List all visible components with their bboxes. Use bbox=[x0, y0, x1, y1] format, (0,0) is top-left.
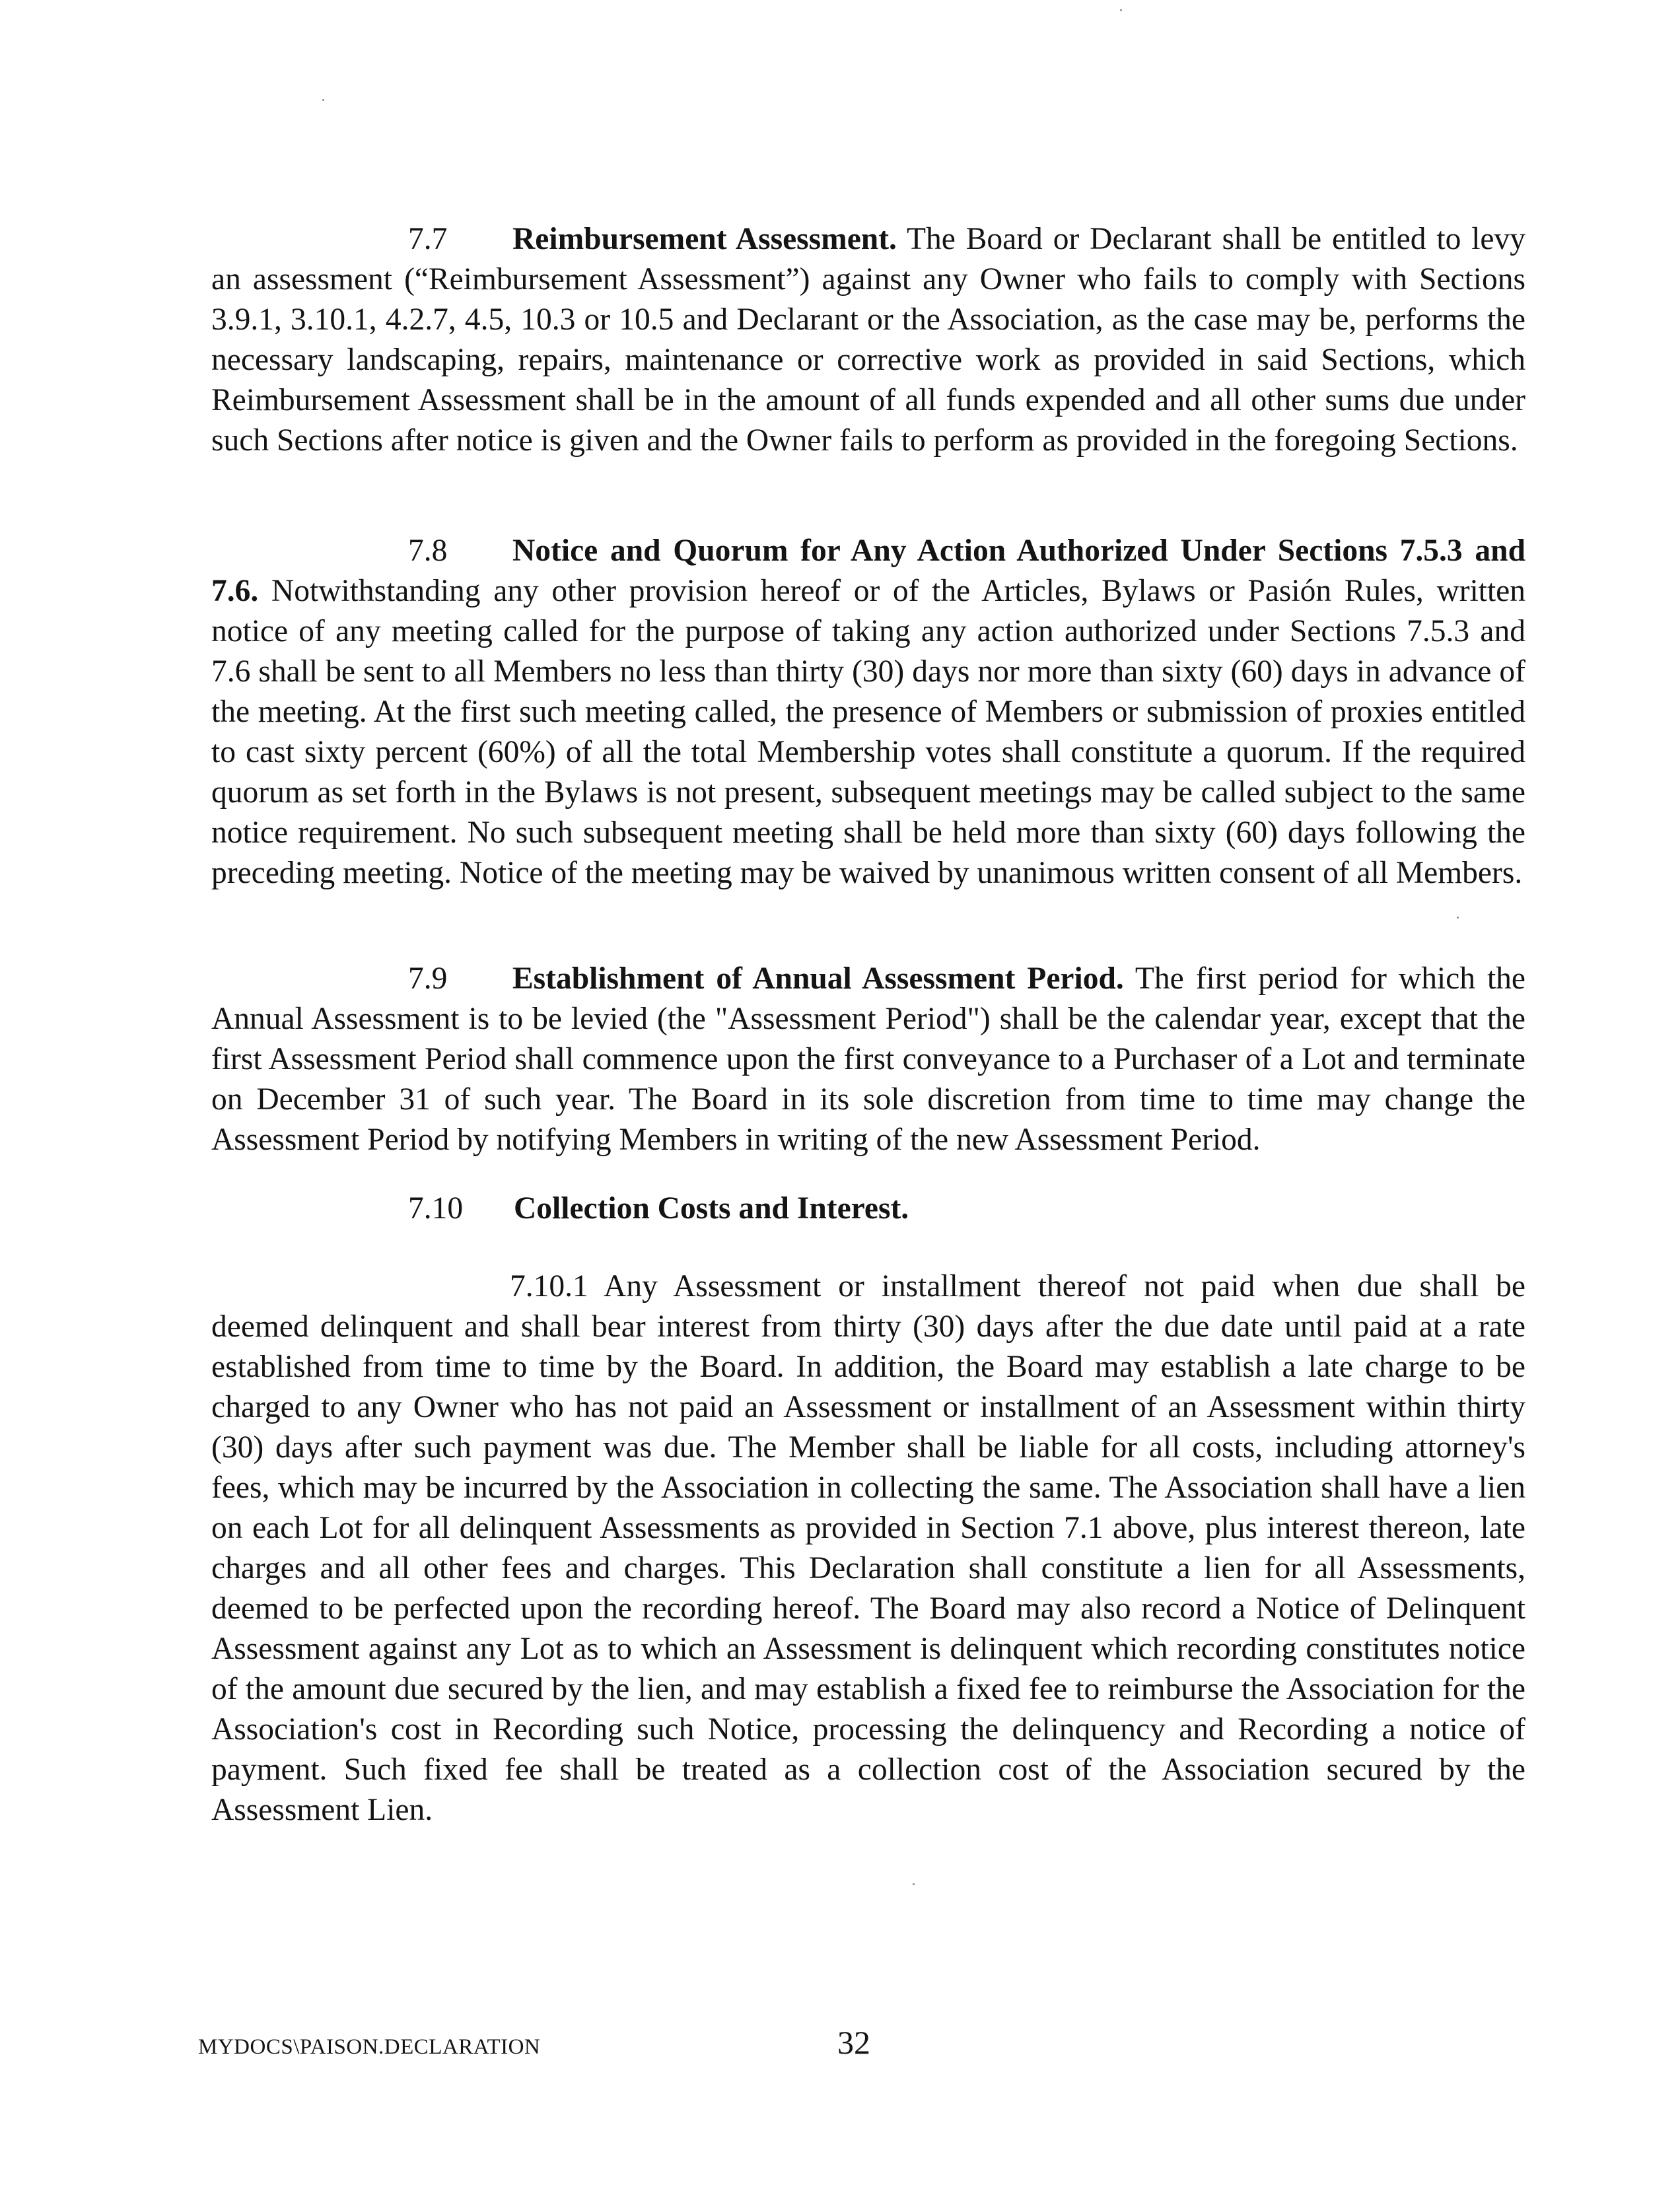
section-7-10 bbox=[408, 1189, 909, 1229]
section-heading: Establishment of Annual Assessment Period. bbox=[512, 961, 1124, 996]
section-body: Notwithstanding any other provision hereof or of the Articles, Bylaws or Pasión Rules, written notice of any meeting called for the purpose of taking any action authorized under Sections 7.5.3 and 7.6 shall be sent to all Members no less than thirty (30) days nor more than sixty (60) days in advance of the meeting. At the first such meeting called, the presence of Members or submission of proxies entitled to cast sixty percent (60%) of all the total Membership votes shall constitute a quorum. If the required quorum as set forth in the Bylaws is not present, subsequent meetings may be called subject to the same notice requirement. No such subsequent meeting shall be held more than sixty (60) days following the preceding meeting. Notice of the meeting may be waived by unanimous written consent of all Members. bbox=[211, 574, 1525, 890]
scan-speck bbox=[1457, 917, 1459, 919]
section-paragraph bbox=[211, 959, 1525, 1160]
section-heading: Reimbursement Assessment. bbox=[512, 222, 897, 256]
section-7-8 bbox=[211, 531, 1525, 893]
section-number: 7.7 bbox=[408, 222, 448, 256]
section-paragraph bbox=[211, 219, 1525, 461]
section-number: 7.8 bbox=[408, 534, 448, 568]
subsection-7-10-1 bbox=[211, 1267, 1525, 1830]
section-number: 7.10 bbox=[408, 1191, 464, 1226]
section-paragraph bbox=[211, 531, 1525, 893]
section-heading: Notice and Quorum for Any Action Authorized Under Sections 7.5.3 and 7.6. bbox=[211, 534, 1525, 608]
footer-file-path: MYDOCS\PAISON.DECLARATION bbox=[198, 2035, 541, 2059]
page-number: 32 bbox=[837, 2024, 870, 2061]
scan-speck bbox=[322, 99, 324, 101]
subsection-body: Any Assessment or installment thereof not paid when due shall be deemed delinquent and shall bear interest from thirty (30) days after the due date until paid at a rate established from time to time by the Board. In addition, the Board may establish a late charge to be charged to any Owner who has not paid an Assessment or installment of an Assessment within thirty (30) days after such payment was due. The Member shall be liable for all costs, including attorney's fees, which may be incurred by the Association in collecting the same. The Association shall have a lien on each Lot for all delinquent Assessments as provided in Section 7.1 above, plus interest thereon, late charges and all other fees and charges. This Declaration shall constitute a lien for all Assessments, deemed to be perfected upon the recording hereof. The Board may also record a Notice of Delinquent Assessment against any Lot as to which an Assessment is delinquent which recording constitutes notice of the amount due secured by the lien, and may establish a fixed fee to reimburse the Association for the Association's cost in Recording such Notice, processing the delinquency and Recording a notice of payment. Such fixed fee shall be treated as a collection cost of the Association secured by the Assessment Lien. bbox=[211, 1269, 1525, 1827]
section-7-7 bbox=[211, 219, 1525, 461]
section-body: The Board or Declarant shall be entitled to levy an assessment (“Reimbursement Assessment”) against any Owner who fails to comply with Sections 3.9.1, 3.10.1, 4.2.7, 4.5, 10.3 or 10.5 and Declarant or the Association, as the case may be, performs the necessary landscaping, repairs, maintenance or corrective work as provided in said Sections, which Reimbursement Assessment shall be in the amount of all funds expended and all other sums due under such Sections after notice is given and the Owner fails to perform as provided in the foregoing Sections. bbox=[211, 222, 1525, 458]
scan-speck bbox=[913, 1883, 915, 1885]
section-7-9 bbox=[211, 959, 1525, 1160]
section-heading: Collection Costs and Interest. bbox=[514, 1191, 909, 1226]
subsection-paragraph bbox=[211, 1267, 1525, 1830]
scan-speck bbox=[1120, 9, 1122, 11]
section-body: The first period for which the Annual Assessment is to be levied (the "Assessment Period") shall be the calendar year, except that the first Assessment Period shall commence upon the first conveyance to a Purchaser of a Lot and terminate on December 31 of such year. The Board in its sole discretion from time to time may change the Assessment Period by notifying Members in writing of the new Assessment Period. bbox=[211, 961, 1525, 1157]
subsection-number: 7.10.1 bbox=[510, 1269, 588, 1303]
section-number: 7.9 bbox=[408, 961, 448, 996]
